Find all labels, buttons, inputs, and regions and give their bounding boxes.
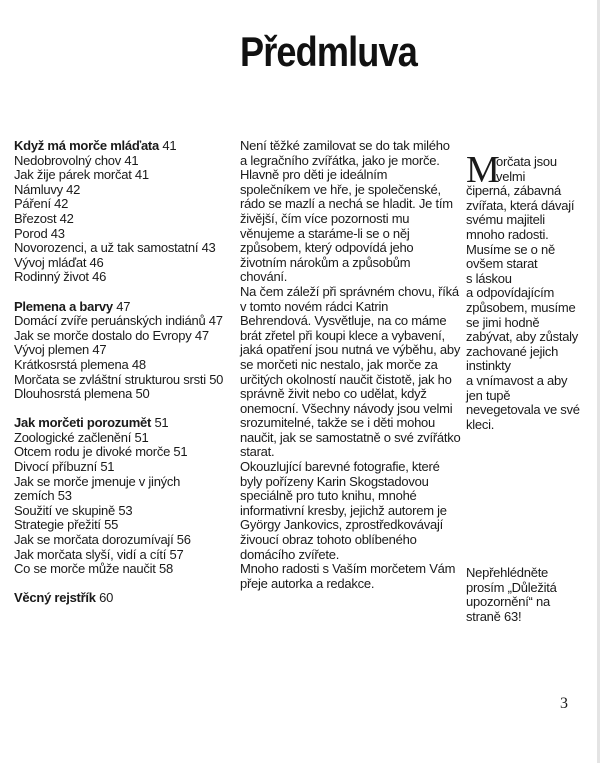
text-line: nevegetovala ve své <box>466 402 580 418</box>
toc-item: Soužití ve skupině 53 <box>14 502 133 518</box>
toc-item: Porod 43 <box>14 225 65 241</box>
text-line: se jimi hodně <box>466 314 540 330</box>
text-line: Okouzlující barevné fotografie, které <box>240 459 440 475</box>
text-line: správně živit nebo co udělat, když <box>240 386 427 402</box>
text-line: čiperná, zábavná <box>466 183 562 199</box>
text-line: kleci. <box>466 416 495 432</box>
toc-item: Dlouhosrstá plemena 50 <box>14 386 150 402</box>
toc-item: Jak žije párek morčat 41 <box>14 167 149 183</box>
toc-heading-title: Jak morčeti porozumět <box>14 415 152 431</box>
toc-heading-title: Když má morče mláďata <box>14 138 159 153</box>
warning-note <box>466 566 591 624</box>
text-line: a odpovídajícím <box>466 285 555 301</box>
text-line: starat. <box>240 444 275 460</box>
table-of-contents <box>14 139 239 621</box>
text-line: způsobem, který odpovídá jeho <box>240 240 414 256</box>
text-line: upozornění“ na <box>466 594 550 610</box>
text-line: ovšem starat <box>466 256 538 272</box>
toc-item: Námluvy 42 <box>14 181 81 197</box>
toc-item: Vývoj plemen 47 <box>14 342 107 358</box>
text-line: domácího zvířete. <box>240 546 340 562</box>
toc-section <box>14 139 239 285</box>
text-line: zabývat, aby zůstaly <box>466 329 579 345</box>
text-line: Musíme se o ně <box>466 241 555 257</box>
text-line: společníkem ve hře, je společenské, <box>240 181 441 197</box>
text-line: rádo se mazlí a nechá se hladit. Je tím <box>240 196 453 212</box>
toc-item: Jak se morče dostalo do Evropy 47 <box>14 327 209 343</box>
toc-heading-page: 47 <box>116 298 131 314</box>
text-line: v tomto novém rádci Katrin <box>240 298 389 314</box>
preface-text <box>240 139 465 591</box>
text-line: s láskou <box>466 270 512 286</box>
toc-section <box>14 300 239 402</box>
toc-item: Divocí příbuzní 51 <box>14 459 115 475</box>
text-line: živoucí obraz tohoto oblíbeného <box>240 532 417 548</box>
toc-item: Jak se morče jmenuje v jiných <box>14 473 181 489</box>
toc-heading <box>14 591 239 606</box>
toc-item: Strategie přežití 55 <box>14 517 119 533</box>
page-number: 3 <box>560 695 568 712</box>
text-line: chování. <box>240 269 288 285</box>
text-line: jaká opatření jsou nutná ve výběhu, aby <box>240 342 461 358</box>
text-line: Není těžké zamilovat se do tak milého <box>240 138 450 153</box>
toc-item: Jak morčata slyší, vidí a cítí 57 <box>14 546 184 562</box>
text-line: životním nárokům a způsobům <box>240 254 411 270</box>
toc-section <box>14 416 239 577</box>
text-line: prosím „Důležitá <box>466 579 557 595</box>
text-line: způsobem, musíme <box>466 299 576 315</box>
toc-item: Novorozenci, a už tak samostatní 43 <box>14 240 216 256</box>
text-line: Mnoho radosti s Vaším morčetem Vám <box>240 561 456 577</box>
toc-item: Rodinný život 46 <box>14 269 107 285</box>
text-line: srozumitelné, takže se i děti mohou <box>240 415 436 431</box>
text-line: Nepřehlédněte <box>466 565 549 580</box>
text-line: a legračního zvířátka, jako je morče. <box>240 152 440 168</box>
text-line: Hlavně pro děti je ideálním <box>240 167 388 183</box>
toc-item: Co se morče může naučit 58 <box>14 561 173 577</box>
toc-section <box>14 591 239 606</box>
text-line: Na čem záleží při správném chovu, říká <box>240 283 459 299</box>
toc-heading-page: 41 <box>162 138 177 153</box>
text-line: velmi <box>496 168 526 184</box>
text-line: instinkty <box>466 358 511 374</box>
toc-item: Otcem rodu je divoké morče 51 <box>14 444 188 460</box>
text-line: straně 63! <box>466 608 522 624</box>
text-line: přeje autorka a redakce. <box>240 575 375 591</box>
text-line: mnoho radosti. <box>466 226 549 242</box>
text-line: zachované jejich <box>466 343 559 359</box>
text-line: zvířata, která dávají <box>466 197 575 213</box>
text-line: se morčeti nic nestalo, jak morče za <box>240 356 438 372</box>
text-line: určitých okolností naučit čistotě, jak ho <box>240 371 452 387</box>
text-line: onemocní. Všechny návody jsou velmi <box>240 400 453 416</box>
drop-cap: M <box>466 149 500 191</box>
toc-heading <box>14 416 239 431</box>
toc-item: Zoologické začlenění 51 <box>14 429 149 445</box>
toc-heading <box>14 300 239 315</box>
page-title: Předmluva <box>240 28 417 75</box>
toc-item: Nedobrovolný chov 41 <box>14 152 139 168</box>
toc-heading-page: 60 <box>99 590 114 606</box>
text-line: brát zřetel při koupi klece a vybavení, <box>240 327 445 343</box>
text-line: naučit, jak se samostatně o své zvířátko <box>240 429 461 445</box>
text-line: Behrendová. Vysvětluje, na co máme <box>240 313 447 329</box>
toc-item: Páření 42 <box>14 196 69 212</box>
toc-item: Březost 42 <box>14 210 74 226</box>
toc-heading-title: Plemena a barvy <box>14 298 113 314</box>
toc-heading <box>14 139 239 154</box>
toc-item: Krátkosrstá plemena 48 <box>14 356 146 372</box>
text-line: speciálně pro tuto knihu, mnohé <box>240 488 417 504</box>
toc-item: zemích 53 <box>14 488 72 504</box>
text-line: orčata jsou <box>496 154 557 169</box>
toc-heading-title: Věcný rejstřík <box>14 590 96 606</box>
toc-item: Jak se morčata dorozumívají 56 <box>14 532 191 548</box>
text-line: živější, čím více pozornosti mu <box>240 210 410 226</box>
text-line: a vnímavost a aby <box>466 372 568 388</box>
sidebar-text <box>466 149 591 432</box>
toc-item: Vývoj mláďat 46 <box>14 254 104 270</box>
text-line: jen tupě <box>466 387 511 403</box>
text-line: György Jankovics, zprostředkovávají <box>240 517 443 533</box>
text-line: věnujeme a staráme-li se o něj <box>240 225 410 241</box>
text-line: informativní kresby, jejichž autorem je <box>240 502 447 518</box>
toc-heading-page: 51 <box>154 415 169 431</box>
toc-item: Domácí zvíře peruánských indiánů 47 <box>14 313 223 329</box>
text-line: byly pořízeny Karin Skogstadovou <box>240 473 429 489</box>
toc-item: Morčata se zvláštní strukturou srsti 50 <box>14 371 224 387</box>
text-line: svému majiteli <box>466 212 545 228</box>
